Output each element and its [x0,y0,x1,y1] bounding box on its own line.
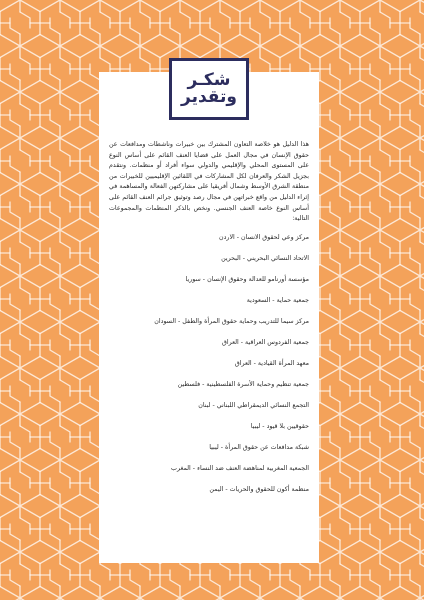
list-item: معهد المرأة القيادية - العراق [234,359,309,367]
content-card [99,72,319,563]
title-box [169,58,249,120]
list-item: شبكة مدافعات عن حقوق المرأة - ليبيا [209,443,309,451]
list-item: التجمع النسائي الديمقراطي اللبناني - لبنان [198,401,309,409]
list-item: مركز وعي لحقوق الانسان - الاردن [218,233,309,241]
list-item: منظمة أكون للحقوق والحريات - اليمن [209,485,309,493]
title-line-2: وتقدير [181,87,237,107]
list-item: جمعية حماية - السعودية [246,296,309,304]
intro-paragraph: هذا الدليل هو خلاصة التعاون المشترك بين خبيرات وناشطات ومدافعات عن حقوق الإنسان في مجال العمل على قضايا العنف القائم على أساس النوع على المستوى المحلي والإقليمي والدولي سواء أفراد أو منظمات. ونتقدم بجزيل الشكر والعرفان لكل المشاركات في اللقائين الإقليميين للخبيرات من منطقة الشرق الأوسط وشمال أفريقيا على مشاركتهن الفعالة والمساهمة في إثراء الدليل من واقع خبراتهن في مجال رصد وتوثيق جرائم العنف القائم على أساس النوع خاصة العنف الجنسي. ونخص بالذكر المنظمات والمجموعات التالية: [109,141,309,223]
organizations-list [109,233,309,494]
list-item: مؤسسة أورنامو للعدالة وحقوق الإنسان - سوريا [185,275,309,283]
list-item: جمعية تنظيم وحماية الأسرة الفلسطينية - فلسطين [177,380,309,388]
list-item: مركز سيما للتدريب وحماية حقوق المرأة والطفل - السودان [154,317,309,325]
list-item: الاتحاد النسائي البحريني - البحرين [221,254,309,262]
list-item: حقوقيين بلا قيود - ليبيا [250,422,309,430]
list-item: الجمعية المغربية لمناهضة العنف ضد النساء - المغرب [171,464,309,472]
list-item: جمعية الفردوس العراقية - العراق [221,338,309,346]
title-line-1: شكـر [187,70,231,90]
content [109,140,309,506]
